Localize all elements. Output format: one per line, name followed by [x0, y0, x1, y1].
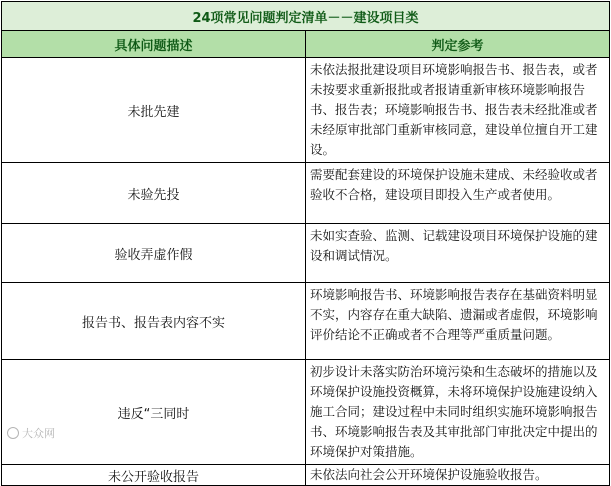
reference-cell: 未依法向社会公开环境保护设施验收报告。 [306, 465, 610, 486]
watermark-text: 大众网 [22, 427, 55, 440]
checklist-table [1, 1, 610, 486]
issue-cell: 违反“三同时 [2, 360, 306, 465]
table-row [2, 163, 610, 224]
header-issue: 具体问题描述 [2, 31, 306, 58]
reference-cell: 未如实查验、监测、记载建设项目环境保护设施的建设和调试情况。 [306, 224, 610, 283]
reference-cell: 未依法报批建设项目环境影响报告书、报告表，或者未按要求重新报批或者报请重新审核环境影响报告书、报告表；环境影响报告书、报告表未经批准或者未经原审批部门重新审核同意，建设单位擅自开工建设。 [306, 58, 610, 163]
table-row [2, 360, 610, 465]
issue-cell: 报告书、报告表内容不实 [2, 283, 306, 360]
table-row [2, 224, 610, 283]
header-reference: 判定参考 [306, 31, 610, 58]
reference-cell: 需要配套建设的环境保护设施未建成、未经验收或者验收不合格，建设项目即投入生产或者使用。 [306, 163, 610, 224]
table-row [2, 58, 610, 163]
reference-cell: 环境影响报告书、环境影响报告表存在基础资料明显不实，内容存在重大缺陷、遗漏或者虚假，环境影响评价结论不正确或者不合理等严重质量问题。 [306, 283, 610, 360]
table-title: 24项常见问题判定清单－－建设项目类 [2, 2, 610, 31]
issue-cell: 未公开验收报告 [2, 465, 306, 486]
table-row [2, 465, 610, 486]
header-row [2, 31, 610, 58]
checklist-sheet [1, 1, 610, 485]
reference-cell: 初步设计未落实防治环境污染和生态破坏的措施以及环境保护设施投资概算，未将环境保护设施建设纳入施工合同；建设过程中未同时组织实施环境影响报告书、环境影响报告表及其审批部门审批决定中提出的环境保护对策措施。 [306, 360, 610, 465]
table-row [2, 283, 610, 360]
issue-cell: 未批先建 [2, 58, 306, 163]
issue-cell: 未验先投 [2, 163, 306, 224]
issue-cell: 验收弄虚作假 [2, 224, 306, 283]
